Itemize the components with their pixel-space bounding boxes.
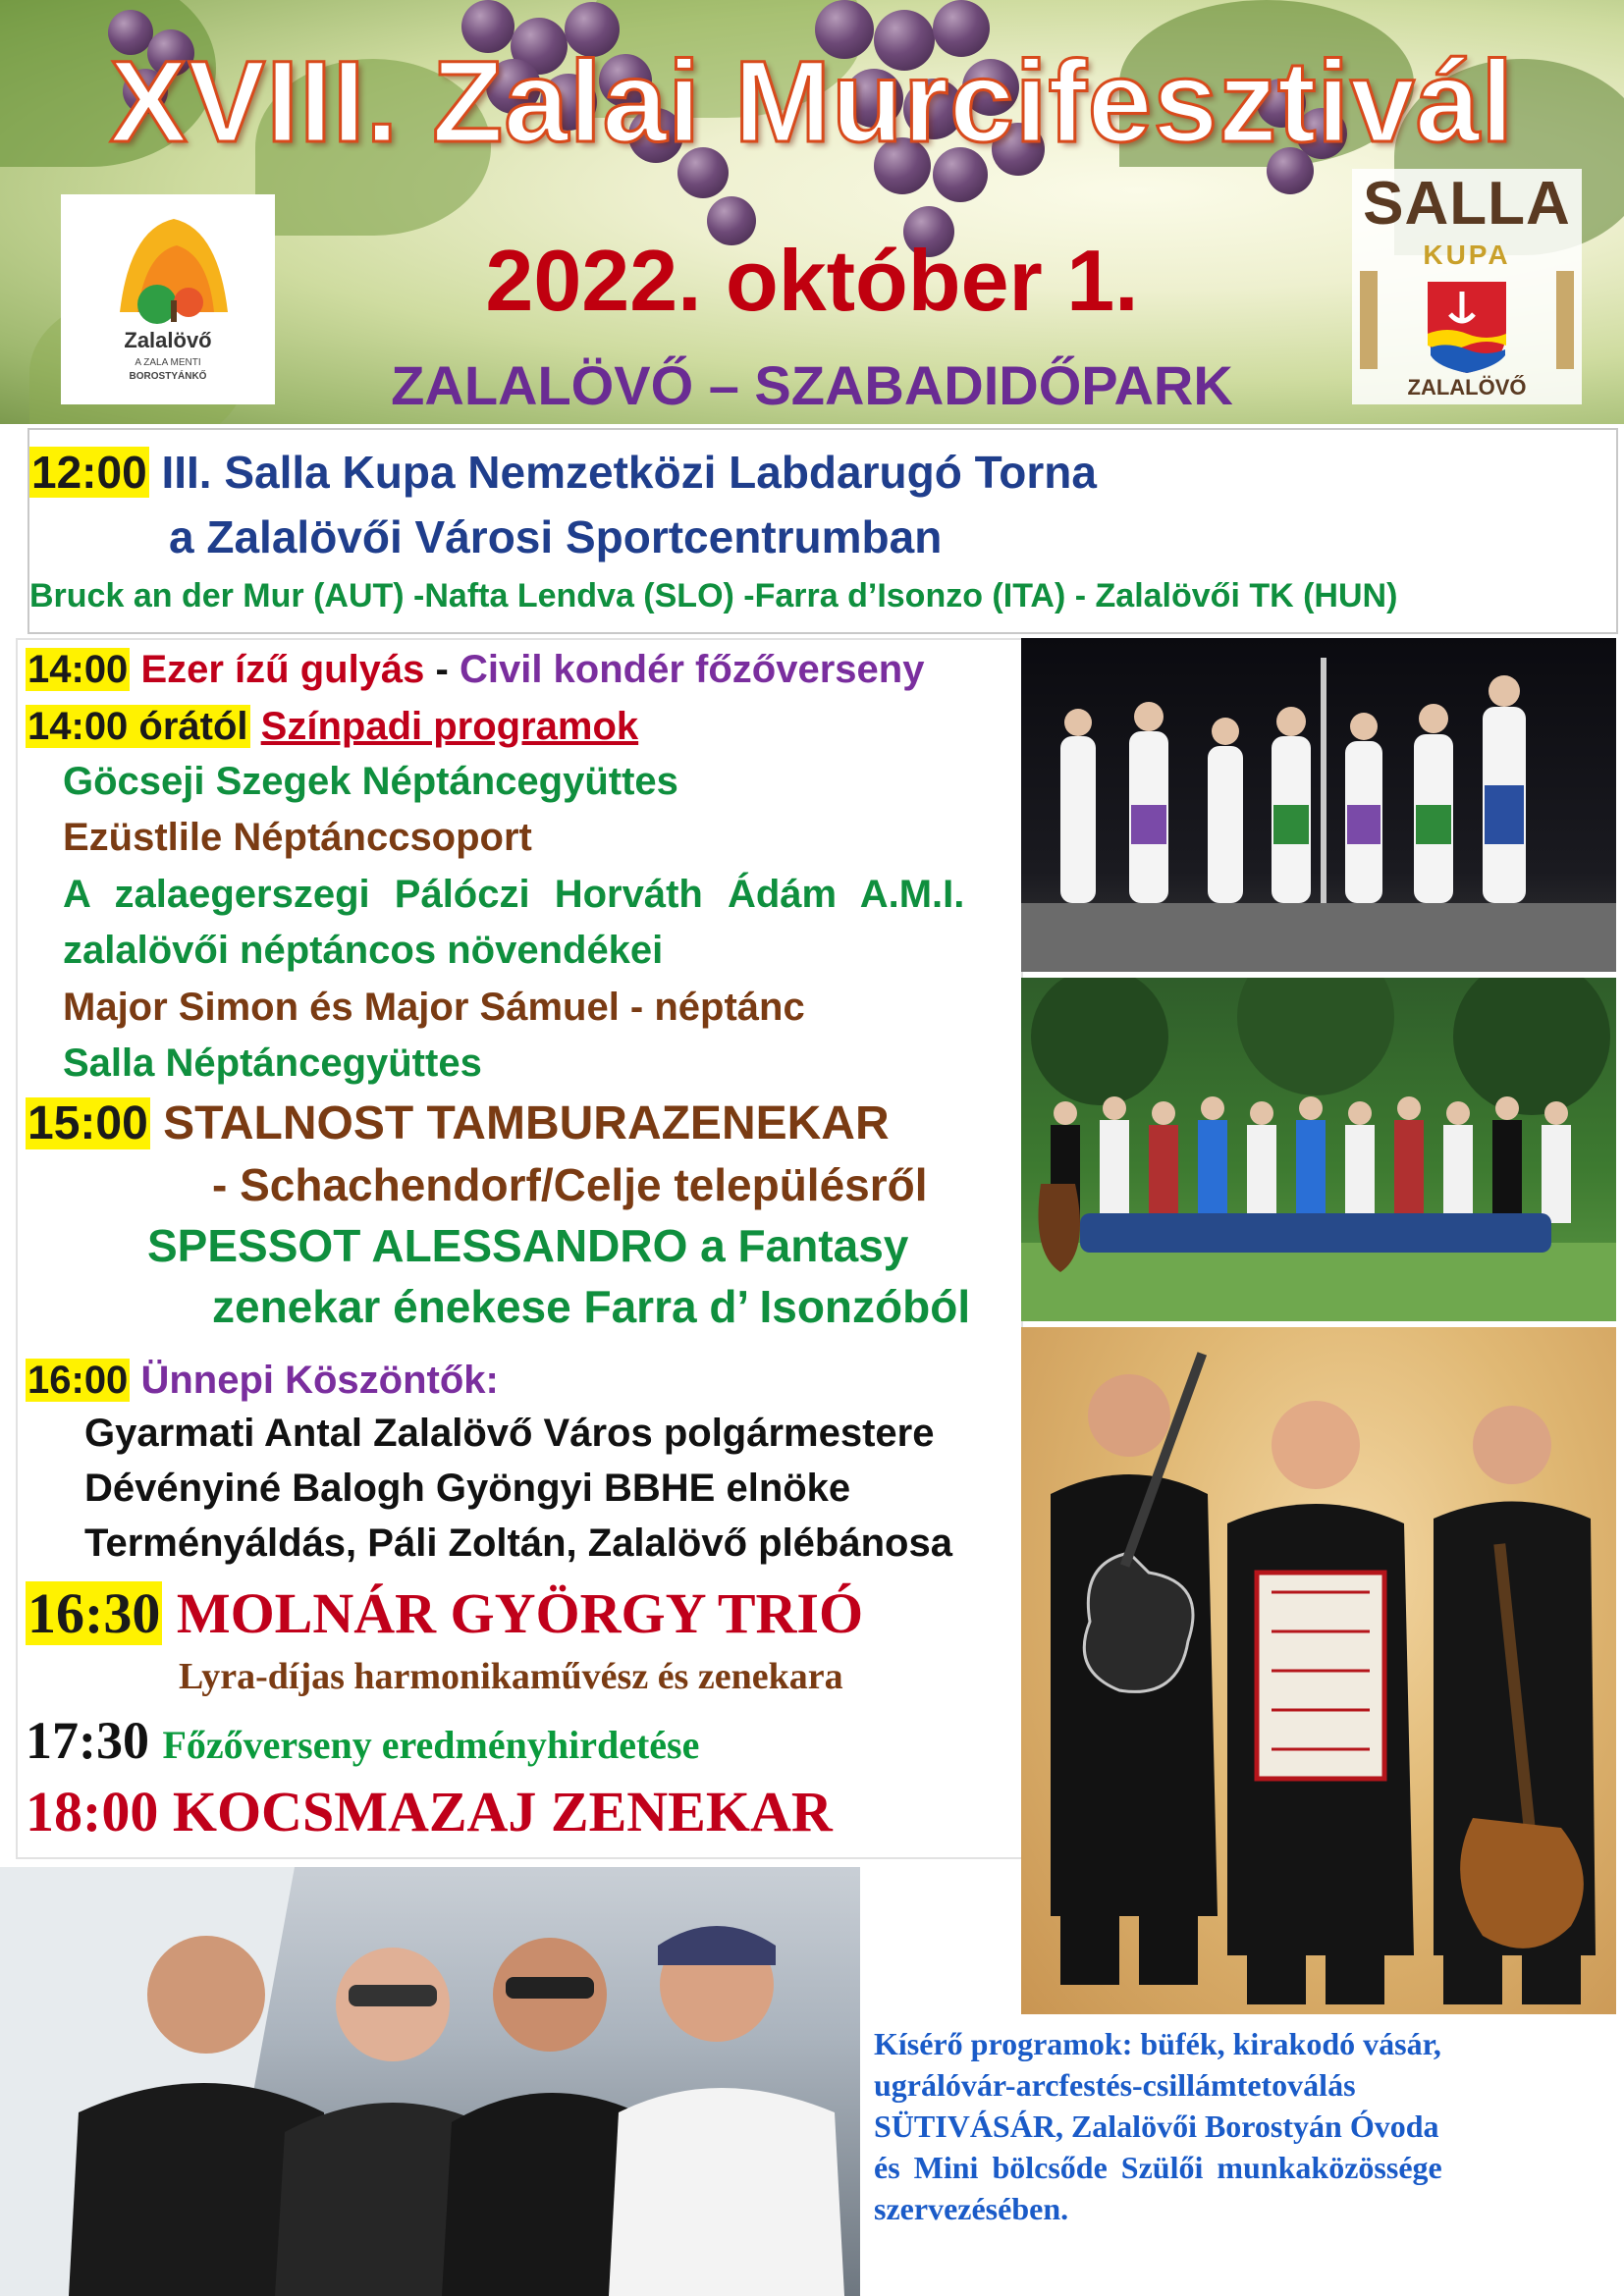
results-text: Főzőverseny eredményhirdetése [162, 1723, 700, 1767]
logo-tagline-2: BOROSTYÁNKŐ [129, 371, 207, 382]
stage-item: zalalövői néptáncos növendékei [63, 929, 664, 972]
molnar-trio-photo [1021, 1327, 1616, 2014]
festival-venue: ZALALÖVŐ – SZABADIDŐPARK [391, 354, 1233, 416]
trio-name: MOLNÁR GYÖRGY TRIÓ [176, 1581, 864, 1645]
goulash-time: 14:00 [27, 648, 129, 691]
football-venue: a Zalalövői Városi Sportcentrumban [169, 511, 943, 562]
festival-date: 2022. október 1. [485, 232, 1139, 329]
spessot-line-2: zenekar énekese Farra d’ Isonzóból [212, 1281, 971, 1332]
results-time: 17:30 [26, 1711, 149, 1770]
coat-of-arms-icon [1423, 277, 1511, 375]
results-line [26, 1710, 699, 1771]
stalnost-line [26, 1096, 890, 1150]
cooking-contest: Civil kondér főzőverseny [459, 648, 925, 691]
band-time: 18:00 [26, 1780, 159, 1843]
folk-dancers-photo [1021, 638, 1616, 972]
trio-illustration [1021, 1327, 1616, 2014]
salla-kupa-logo [1352, 169, 1582, 404]
side-programs-line-4: és Mini bölcsőde Szülői munkaközössége [874, 2150, 1442, 2185]
stage-item: A zalaegerszegi Pálóczi Horváth Ádám A.M.I. [63, 873, 965, 916]
trio-description: Lyra-díjas harmonikaművész és zenekara [179, 1656, 843, 1697]
stage-item: Göcseji Szegek Néptáncegyüttes [63, 760, 678, 803]
stalnost-origin: - Schachendorf/Celje településről [212, 1159, 928, 1210]
trio-time: 16:30 [27, 1581, 161, 1645]
greetings-line [26, 1359, 499, 1403]
logo-town: ZALALÖVŐ [1407, 375, 1527, 400]
salla-title: SALLA [1363, 170, 1571, 238]
greetings-title: Ünnepi Köszöntők: [140, 1359, 499, 1402]
logo-name: Zalalövő [124, 328, 212, 352]
group-illustration [1021, 978, 1616, 1321]
greeting-item: Terményáldás, Páli Zoltán, Zalalövő plébánosa [84, 1522, 952, 1565]
kocsmazaj-band-photo [0, 1867, 860, 2296]
football-line-1 [29, 446, 1097, 499]
stalnost-name: STALNOST TAMBURAZENEKAR [163, 1097, 890, 1149]
stage-time: 14:00 órától [27, 705, 248, 748]
side-programs-line-1: Kísérő programok: büfék, kirakodó vásár, [874, 2026, 1441, 2061]
goulash-line [26, 648, 924, 692]
greeting-item: Dévényiné Balogh Gyöngyi BBHE elnöke [84, 1467, 851, 1510]
goulash-separator: - [424, 648, 460, 691]
band-name: KOCSMAZAJ ZENEKAR [172, 1780, 833, 1843]
stage-item: Salla Néptáncegyüttes [63, 1041, 482, 1085]
column-left-icon [1360, 271, 1378, 369]
stalnost-time: 15:00 [27, 1097, 148, 1149]
greeting-item: Gyarmati Antal Zalalövő Város polgármestere [84, 1412, 935, 1455]
logo-tagline-1: A ZALA MENTI [135, 357, 201, 368]
band-illustration [0, 1867, 860, 2296]
football-time: 12:00 [31, 447, 147, 498]
column-right-icon [1556, 271, 1574, 369]
side-programs-line-3: SÜTIVÁSÁR, Zalalövői Borostyán Óvoda [874, 2109, 1439, 2144]
football-title: III. Salla Kupa Nemzetközi Labdarugó Torna [161, 447, 1097, 498]
greetings-time: 16:00 [27, 1359, 129, 1402]
festival-title: XVIII. Zalai Murcifesztivál [109, 37, 1515, 167]
side-programs-line-5: szervezésében. [874, 2191, 1069, 2226]
kupa-subtitle: KUPA [1423, 240, 1511, 270]
tamburica-group-photo [1021, 978, 1616, 1321]
stage-title: Színpadi programok [260, 705, 639, 748]
side-programs-line-2: ugrálóvár-arcfestés-csillámtetoválás [874, 2067, 1356, 2103]
trio-line [26, 1580, 863, 1646]
stage-item: Major Simon és Major Sámuel - néptánc [63, 986, 805, 1029]
goulash-event: Ezer ízű gulyás [140, 648, 425, 691]
dancers-illustration [1021, 638, 1616, 972]
spessot-line: SPESSOT ALESSANDRO a Fantasy [147, 1220, 909, 1271]
band-line [26, 1779, 833, 1844]
football-teams: Bruck an der Mur (AUT) -Nafta Lendva (SLO) -Farra d’Isonzo (ITA) - Zalalövői TK (HUN) [29, 577, 1398, 614]
zalalovo-logo [61, 194, 275, 404]
stage-item: Ezüstlile Néptánccsoport [63, 816, 532, 859]
stage-line [26, 705, 638, 749]
